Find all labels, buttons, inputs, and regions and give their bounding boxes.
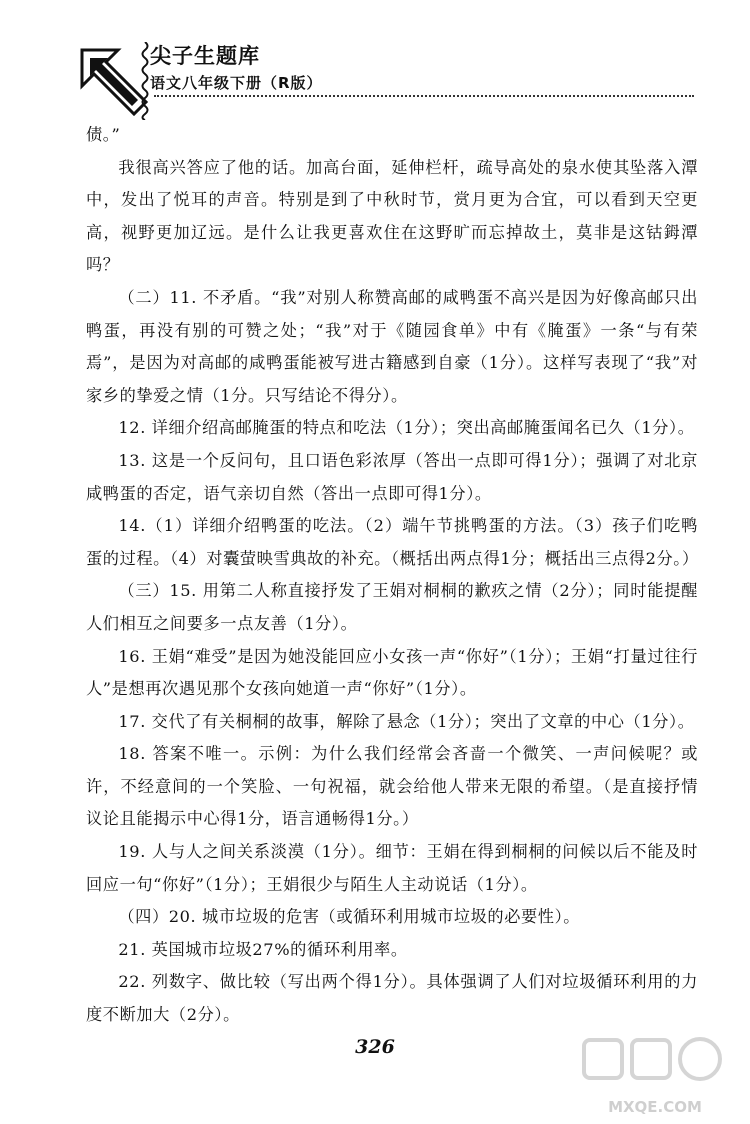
book-title: 语文八年级下册（R版） <box>150 74 323 92</box>
paragraph: 我很高兴答应了他的话。加高台面，延伸栏杆，疏导高处的泉水使其坠落入潭中，发出了悦耳的声音。特别是到了中秋时节，赏月更为合宜，可以看到天空更高，视野更加辽远。是什么让我更喜欢住在这野旷而忘掉故土，莫非是这钴鉧潭吗？ <box>86 157 698 275</box>
answer-content <box>86 119 698 1032</box>
paragraph: （二）11. 不矛盾。“我”对别人称赞高邮的咸鸭蛋不高兴是因为好像高邮只出鸭蛋，再没有别的可赞之处；“我”对于《随园食单》中有《腌蛋》一条“与有荣焉”，是因为对高邮的咸鸭蛋能被写进古籍感到自豪（1分）。这样写表现了“我”对家乡的挚爱之情（1分。只写结论不得分）。 <box>86 287 698 405</box>
paragraph: 18. 答案不唯一。示例：为什么我们经常会吝啬一个微笑、一声问候呢？或许，不经意间的一个笑脸、一句祝福，就会给他人带来无限的希望。（是直接抒情议论且能揭示中心得1分，语言通畅得1分。） <box>86 744 698 829</box>
paragraph: 债。” <box>86 125 121 144</box>
paragraph: （四）20. 城市垃圾的危害（或循环利用城市垃圾的必要性）。 <box>118 907 581 927</box>
paragraph: 12. 详细介绍高邮腌蛋的特点和吃法（1分）；突出高邮腌蛋闻名已久（1分）。 <box>118 418 695 438</box>
watermark-logo-icon <box>580 1034 730 1096</box>
page-header <box>0 0 750 125</box>
paragraph: 22. 列数字、做比较（写出两个得1分）。具体强调了人们对垃圾循环利用的力度不断加大（2分）。 <box>86 972 698 1025</box>
paragraph: 14.（1）详细介绍鸭蛋的吃法。（2）端午节挑鸭蛋的方法。（3）孩子们吃鸭蛋的过程。（4）对囊萤映雪典故的补充。（概括出两点得1分；概括出三点得2分。） <box>86 516 699 568</box>
paragraph: 19. 人与人之间关系淡漠（1分）。细节：王娟在得到桐桐的问候以后不能及时回应一句“你好”（1分）；王娟很少与陌生人主动说话（1分）。 <box>86 842 698 894</box>
paragraph: （三）15. 用第二人称直接抒发了王娟对桐桐的歉疚之情（2分）；同时能提醒人们相互之间要多一点友善（1分）。 <box>86 581 698 633</box>
paragraph: 13. 这是一个反问句，且口语色彩浓厚（答出一点即可得1分）；强调了对北京咸鸭蛋的否定，语气亲切自然（答出一点即可得1分）。 <box>86 450 698 503</box>
watermark-text: MXQE.COM <box>608 1098 702 1116</box>
series-title: 尖子生题库 <box>150 44 260 68</box>
paragraph: 16. 王娟“难受”是因为她没能回应小女孩一声“你好”（1分）；王娟“打量过往行人”是想再次遇见那个女孩向她道一声“你好”（1分）。 <box>86 646 698 699</box>
paragraph: 21. 英国城市垃圾27%的循环利用率。 <box>118 939 408 959</box>
paragraph: 17. 交代了有关桐桐的故事，解除了悬念（1分）；突出了文章的中心（1分）。 <box>118 711 695 731</box>
page-number: 326 <box>355 1036 395 1058</box>
header-dotted-rule <box>154 95 694 97</box>
watermark <box>580 1034 730 1116</box>
